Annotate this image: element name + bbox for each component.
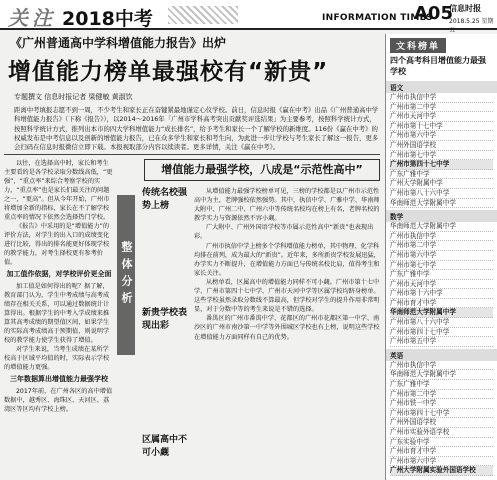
middle-column-text [194, 187, 380, 395]
article-kicker: 《广州普通高中学科增值能力报告》出炉 [10, 36, 227, 50]
list-item: 广州市第四十七中学 [390, 328, 493, 338]
paragraph: 2017年前，在广州各区的高中增值数据中，越秀区、海珠区、天河区、荔湾区等区均有学校上榜。 [4, 388, 113, 413]
list-item: 广州市执信中学 [390, 361, 493, 371]
list-item: 广州市第六中学 [390, 457, 493, 467]
list-item: 广州市第七中学 [390, 151, 493, 161]
subheading-new-schools: 新贵学校表现出彩 [142, 308, 188, 331]
english-category-label: 英语 [386, 349, 497, 361]
article-byline: 专题撰文 信息时报记者 梁健敏 黄淑饮 [14, 93, 133, 101]
list-item: 广州市第四十七中学 [390, 160, 493, 170]
chinese-school-list [386, 93, 497, 208]
list-item: 广州市铁一中学 [390, 399, 493, 409]
list-item: 广州市第七中学 [390, 261, 493, 271]
section-heading: 三年数据算出增值能力最强学校 [10, 375, 108, 383]
list-item: 广州市第二中学 [390, 390, 493, 400]
math-school-list [386, 222, 497, 347]
paragraph: 从榜单看，区属高中的增值能力同样不可小觑。广州市第十七中学、广州市第四十七中学、广州市天河中学等区属学校均跻身榜单。这些学校虽然录取分数线不算最高，但学校对学生的提升作用非常明显，对于分数中等的考生来说是不错的选择。 [194, 278, 380, 314]
list-item: 广东广雅中学 [390, 170, 493, 180]
list-item: 广州外国语学校 [390, 418, 493, 428]
list-item: 广州大学附属中学 [390, 179, 493, 189]
paragraph: 广大附中、广州外国语学校等市属示范性高中“新贵”也表现出彩。 [194, 224, 374, 241]
main-article [4, 34, 380, 458]
page-number: A05 [414, 3, 453, 24]
list-item: 广州市执信中学 [390, 93, 493, 103]
list-item: 广州市实验外语学校 [390, 428, 493, 438]
paragraph: 《报告》中采用的是“增值能力”的评价方法，对学生的出入口的成绩变化进行比较，得出的排名能更好体现学校的教学能力，对考生择校更有参考价值。 [4, 223, 110, 266]
paragraph: 从增值能力最强学校榜单可见，三榜的学校都是以广州市示范性高中为主，老牌强校依然强势。其中，执信中学、广雅中学、华南师大附中、广州二中、广州六中等传统名校均在榜上有名，老牌名校的教学实力与资源依然不容小觑。 [194, 188, 380, 223]
section-title: 2018中考 [62, 8, 153, 30]
list-item: 广州大学附属实验外国语学校 [390, 466, 493, 476]
list-item: 广州市第八十六中学 [390, 189, 493, 199]
liberal-arts-tag: 文科榜单 [390, 38, 446, 53]
subheading-district-schools: 区属高中不可小觑 [142, 435, 188, 458]
paragraph: 对学生来说，当考生成绩在某所学校高于区域平均值的时，实际表示学校的增值能力更强。 [4, 346, 110, 371]
list-item: 广东广雅中学 [390, 380, 493, 390]
article-lead: 距离中考填报志愿不到一周，不少考生和家长正在奋键紧最地谨定心仪学校。前日，信息时报《赢在中考》出品《广州普通高中学科增值能力报告》（下称《报告》），以2014～2016年「广州市学科高考突出贡献奖评选结果」为主要参考，按照科学统计方式，按照科学统计方式，推列出本市的四大学科增值能力“成长排名”，给予考生和家长一个了解学校的新维度。116份《赢在中考》的权威发布是中考信息以及创新的增值能力报告，已在众多学生和家长和考生向，为此进一步让学校与考生家长了解这一报告，更多会扫码在信息时报微信立即下载。本报视取部分内容以续读者。更多详情，关注《赢在中考》。 [14, 106, 379, 152]
list-item: 广州市育才中学 [390, 299, 493, 309]
paragraph: 加工值是如何得出的呢？据了解，教育部门认为，学生中考成绩与高考成绩存在相关关系，可以通过数据统计计算得出。根据学生的中考入学成绩来推算其高考成绩的期望值区间，如果学生的实际高考成绩高于预期值，则说明学校的教学能力使学生获得了增值。 [4, 283, 110, 344]
list-item: 广州市天河中学 [390, 280, 493, 290]
list-item: 广州市第二中学 [390, 241, 493, 251]
list-item: 华南师范大学附属中学 [390, 308, 493, 318]
math-category-label: 数学 [386, 210, 497, 222]
left-column [4, 159, 114, 413]
section-heading: 加工值作依据，对学校评价更全面 [6, 270, 112, 278]
decorative-pattern [168, 6, 238, 24]
section-logo: 关注 [8, 6, 56, 30]
article-headline: 增值能力榜单最强校有“新贵” [8, 59, 329, 85]
paper-english-name: INFORMATION TIMES [322, 13, 433, 23]
list-item: 广州市育才中学 [390, 447, 493, 457]
list-item: 广州市天河中学 [390, 112, 493, 122]
subheading-traditional-schools: 传统名校强势上榜 [142, 188, 188, 211]
list-item: 广州市第六中学 [390, 251, 493, 261]
list-item: 华南师范大学附属中学 [390, 370, 493, 380]
middle-section-title: 增值能力最强学校，八成是“示范性高中” [144, 159, 380, 181]
masthead [0, 0, 497, 34]
english-school-list [386, 361, 497, 476]
list-item: 广州市第四十七中学 [390, 409, 493, 419]
paragraph: 番禺区的广州市番禺中学、花都区的广州市花都区第一中学、南沙区的广州市南沙第一中学等外围城区学校也有上榜，说明这些学校在增值能力方面同样有自己的优势。 [194, 315, 380, 341]
list-item: 广州外国语学校 [390, 141, 493, 151]
list-item: 广东广雅中学 [390, 270, 493, 280]
list-item: 广州市第六中学 [390, 131, 493, 141]
article-body [4, 155, 380, 413]
sidebar-heading: 四个高考科目增值能力最强学校 [390, 56, 486, 76]
paper-name: 信息时报 [449, 4, 481, 13]
list-item: 华南师范大学附属中学 [390, 199, 493, 209]
list-item: 华南师范大学附属中学 [390, 222, 493, 232]
list-item: 广州市第八十六中学 [390, 318, 493, 328]
list-item: 广州市第二中学 [390, 103, 493, 113]
overall-analysis-label: 整体分析 [117, 195, 135, 355]
paragraph: 以往，在选择高中时，家长和考生主要看的是各学校录取分数线高低，“更强”，“重点率”来综合考察学校的实力，“重点率”也是家长们最关注的问题之一，“更高”。但从今年开始，广州市将增加全新的指标，家长在不了解学校重点率的情况下依然会选择热门学校。 [4, 160, 113, 221]
paragraph: 广州市执信中学上榜多个学科增值能力榜单，其中物理、化学科均排在前列，成为最大的“新贵”。近年来，多所新贵学校发展迅猛，办学实力不断提升，在增值能力方面已与传统名校比肩，值得考生和家长关注。 [194, 242, 380, 277]
chinese-category-label: 语文 [386, 81, 497, 93]
list-item: 广东实验中学 [390, 438, 493, 448]
list-item: 广州市执信中学 [390, 232, 493, 242]
ranking-sidebar [385, 34, 497, 480]
publication-date: 2018.5.25 星期五 [449, 18, 494, 34]
list-item: 广州市第十七中学 [390, 122, 493, 132]
list-item: 广州市第五中学 [390, 337, 493, 347]
list-item: 广州市第十六中学 [390, 289, 493, 299]
